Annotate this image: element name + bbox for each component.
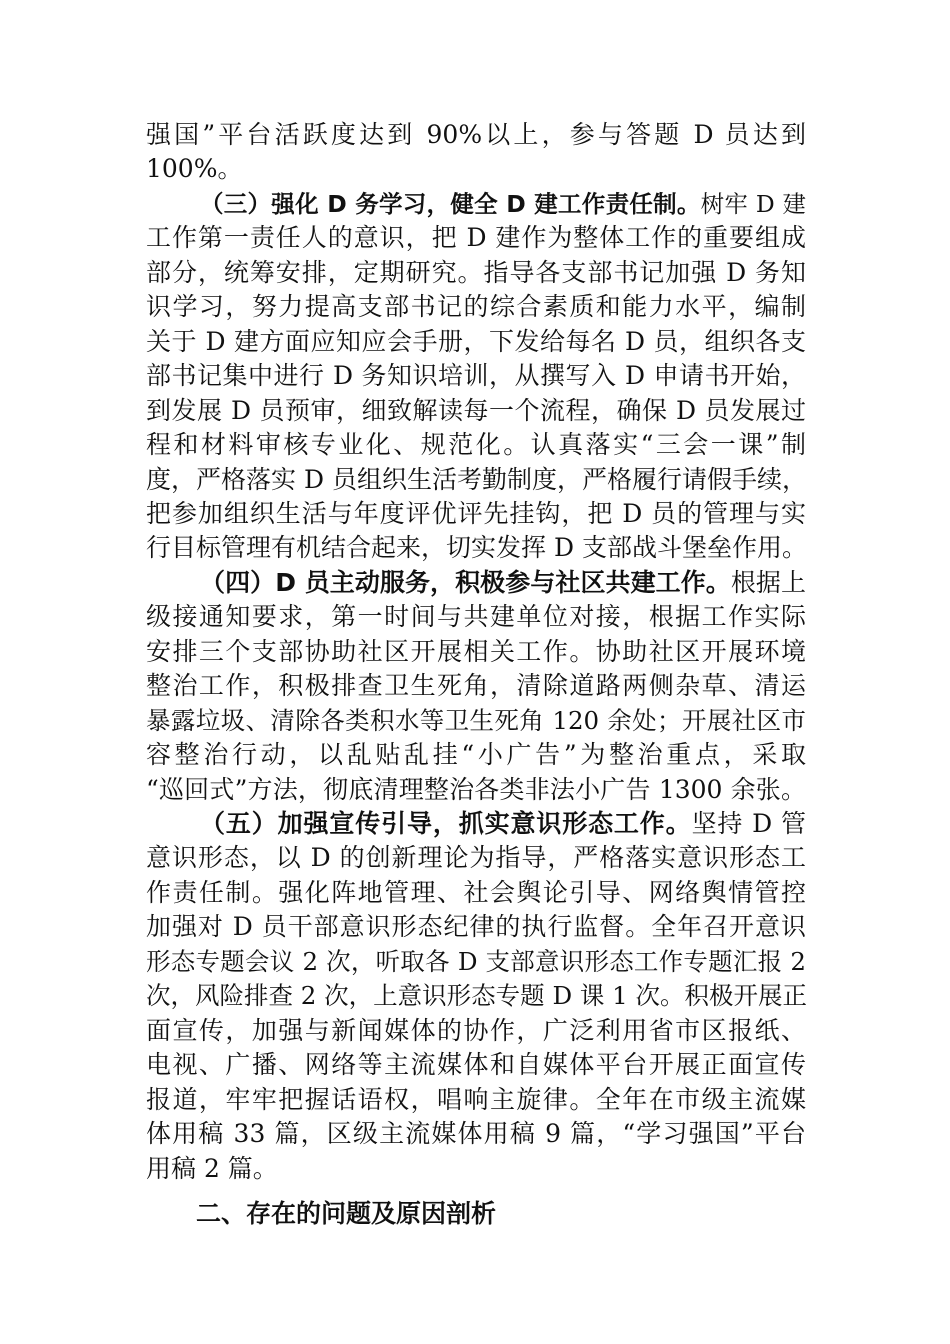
line-text: 部分，统筹安排，定期研究。指导各支部书记加强 D 务知 <box>146 257 806 287</box>
line-text: 作责任制。强化阵地管理、社会舆论引导、网络舆情管控 <box>146 877 806 907</box>
line-text: 电视、广播、网络等主流媒体和自媒体平台开展正面宣传 <box>146 1050 806 1080</box>
paragraph-line <box>146 635 806 669</box>
line-text: 暴露垃圾、清除各类积水等卫生死角 120 余处；开展社区市 <box>146 705 806 735</box>
line-text: 次，风险排查 2 次，上意识形态专题 D 课 1 次。积极开展正 <box>146 981 808 1011</box>
paragraph-line <box>146 290 806 324</box>
line-text: 形态专题会议 2 次，听取各 D 支部意识形态工作专题汇报 2 <box>146 946 806 976</box>
paragraph-line <box>146 1152 806 1186</box>
line-text: 级接通知要求，第一时间与共建单位对接，根据工作实际 <box>146 602 806 632</box>
paragraph-line <box>146 773 806 807</box>
paragraph-line <box>146 704 806 738</box>
paragraph-line <box>146 497 806 531</box>
line-text: 加强对 D 员干部意识形态纪律的执行监督。全年召开意识 <box>146 912 806 942</box>
paragraph-heading: （四）D 员主动服务，积极参与社区共建工作。 <box>200 567 731 597</box>
paragraph-line <box>146 1014 806 1048</box>
paragraph-line <box>146 910 806 944</box>
paragraph-line <box>146 841 806 875</box>
paragraph-heading: （五）加强宣传引导，抓实意识形态工作。 <box>200 809 692 838</box>
line-text: 识学习，努力提高支部书记的综合素质和能力水平，编制 <box>146 292 806 322</box>
line-text: 容整治行动，以乱贴乱挂“小广告”为整治重点，采取 <box>146 740 806 770</box>
paragraph-line <box>146 738 806 772</box>
paragraph-line <box>146 1117 806 1151</box>
section-heading-text: 二、存在的问题及原因剖析 <box>196 1199 497 1228</box>
line-text: “巡回式”方法，彻底清理整治各类非法小广告 1300 余张。 <box>146 774 806 804</box>
paragraph-line <box>146 256 806 290</box>
paragraph-line <box>146 221 806 255</box>
line-text: 强国”平台活跃度达到 90%以上，参与答题 D 员达到 <box>146 120 806 149</box>
paragraph-heading-line <box>200 566 806 600</box>
line-text: 行目标管理有机结合起来，切实发挥 D 支部战斗堡垒作用。 <box>146 533 807 563</box>
line-text: 体用稿 33 篇，区级主流媒体用稿 9 篇，“学习强国”平台 <box>146 1119 806 1149</box>
line-text: 度，严格落实 D 员组织生活考勤制度，严格履行请假手续， <box>146 464 807 494</box>
line-text: 坚持 D 管 <box>691 809 806 838</box>
paragraph-line <box>146 876 806 910</box>
paragraph-line <box>146 531 806 565</box>
line-text: 树牢 D 建 <box>700 189 806 218</box>
paragraph-line <box>146 359 806 393</box>
paragraph-line <box>146 979 806 1013</box>
line-text: 程和材料审核专业化、规范化。认真落实“三会一课”制 <box>146 430 806 460</box>
line-text: 根据上 <box>730 567 806 597</box>
line-text: 工作第一责任人的意识，把 D 建作为整体工作的重要组成 <box>146 223 806 253</box>
line-text: 100%。 <box>146 154 243 184</box>
paragraph-line <box>146 600 806 634</box>
line-text: 报道，牢牢把握话语权，唱响主旋律。全年在市级主流媒 <box>146 1084 806 1114</box>
paragraph-line <box>146 669 806 703</box>
paragraph-heading-line <box>200 187 806 221</box>
paragraph-heading-line <box>200 807 806 841</box>
line-text: 安排三个支部协助社区开展相关工作。协助社区开展环境 <box>146 636 806 666</box>
line-text: 部书记集中进行 D 务知识培训，从撰写入 D 申请书开始， <box>146 361 806 391</box>
line-text: 到发展 D 员预审，细致解读每一个流程，确保 D 员发展过 <box>146 395 806 425</box>
paragraph-line <box>146 463 806 497</box>
line-text: 用稿 2 篇。 <box>146 1153 278 1183</box>
line-text: 面宣传，加强与新闻媒体的协作，广泛利用省市区报纸、 <box>146 1015 806 1045</box>
paragraph-line <box>146 428 806 462</box>
paragraph-line <box>146 945 806 979</box>
paragraph-line <box>146 325 806 359</box>
paragraph-line <box>146 1048 806 1082</box>
line-text: 把参加组织生活与年度评优评先挂钩，把 D 员的管理与实 <box>146 498 806 528</box>
paragraph-line <box>146 1083 806 1117</box>
line-text: 意识形态，以 D 的创新理论为指导，严格落实意识形态工 <box>146 843 806 873</box>
line-text: 关于 D 建方面应知应会手册，下发给每名 D 员，组织各支 <box>146 326 806 356</box>
paragraph-line <box>146 394 806 428</box>
paragraph-heading: （三）强化 D 务学习，健全 D 建工作责任制。 <box>200 189 701 218</box>
line-text: 整治工作，积极排查卫生死角，清除道路两侧杂草、清运 <box>146 671 806 701</box>
paragraph-line <box>146 118 806 152</box>
paragraph-line <box>146 152 806 186</box>
